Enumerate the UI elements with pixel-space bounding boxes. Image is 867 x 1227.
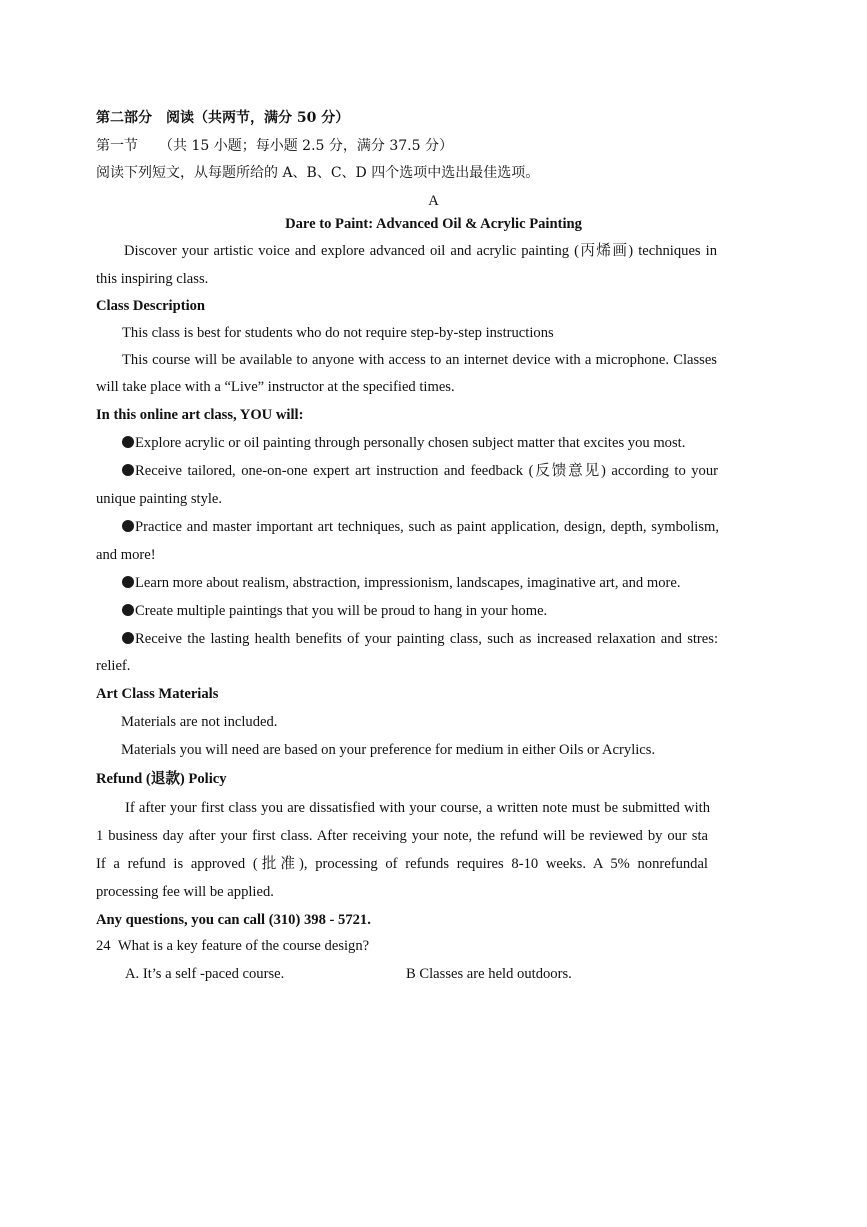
list-item: [122, 462, 718, 480]
class-description-heading: Class Description: [96, 298, 206, 314]
contact-line: Any questions, you can call (310) 398 - 5721.: [96, 912, 371, 928]
intro-line-1: Discover your artistic voice and explore advanced oil and acrylic painting (丙烯画) techniques in: [124, 243, 717, 259]
instruction-text: 阅读下列短文，从每题所给的 A、B、C、D 四个选项中选出最佳选项。: [96, 165, 540, 181]
list-item-continuation: relief.: [96, 658, 131, 674]
option-b: B Classes are held outdoors.: [406, 966, 572, 982]
list-item-text: Practice and master important art techniques, such as paint application, design, depth, symbolism,: [135, 519, 719, 535]
bullet-icon: [122, 632, 134, 644]
bullet-icon: [122, 520, 134, 532]
class-description-line-3: will take place with a “Live” instructor at the specified times.: [96, 379, 455, 395]
class-description-line-2: This course will be available to anyone with access to an internet device with a microphone. Classes: [122, 352, 717, 368]
list-item: [122, 518, 719, 536]
list-item: [122, 434, 685, 452]
refund-line-1: If after your first class you are dissatisfied with your course, a written note must be submitted with: [125, 800, 710, 816]
list-item-continuation: and more!: [96, 547, 156, 563]
list-item-text: Receive the lasting health benefits of your painting class, such as increased relaxation and stres:: [135, 631, 718, 647]
materials-line-2: Materials you will need are based on your preference for medium in either Oils or Acrylics.: [121, 742, 656, 758]
list-item-continuation: unique painting style.: [96, 491, 223, 507]
materials-line-1: Materials are not included.: [121, 714, 278, 730]
bullet-icon: [122, 576, 134, 588]
refund-heading: Refund (退款) Policy: [96, 771, 227, 787]
question-24: [96, 937, 369, 955]
refund-line-2: 1 business day after your first class. After receiving your note, the refund will be reviewed by our sta: [96, 828, 708, 844]
you-will-heading: In this online art class, YOU will:: [96, 407, 304, 423]
question-number: 24: [96, 938, 111, 954]
class-description-line-1: This class is best for students who do not require step-by-step instructions: [122, 325, 554, 341]
materials-heading: Art Class Materials: [96, 686, 219, 702]
refund-line-4: processing fee will be applied.: [96, 884, 274, 900]
question-text: What is a key feature of the course design?: [117, 938, 370, 954]
list-item-text: Create multiple paintings that you will be proud to hang in your home.: [135, 603, 548, 619]
list-item: [122, 602, 547, 620]
list-item-text: Learn more about realism, abstraction, impressionism, landscapes, imaginative art, and more.: [135, 575, 681, 591]
section-heading: 第一节 （共 15 小题；每小题 2.5 分，满分 37.5 分）: [96, 138, 453, 154]
refund-line-3: If a refund is approved (批准), processing of refunds requires 8-10 weeks. A 5% nonrefundal: [96, 856, 708, 872]
bullet-icon: [122, 464, 134, 476]
bullet-icon: [122, 436, 134, 448]
passage-title: Dare to Paint: Advanced Oil & Acrylic Painting: [285, 216, 582, 232]
list-item-text: Explore acrylic or oil painting through personally chosen subject matter that excites you most.: [135, 435, 686, 451]
list-item: [122, 574, 680, 592]
intro-line-2: this inspiring class.: [96, 271, 209, 287]
list-item-text: Receive tailored, one-on-one expert art instruction and feedback (反馈意见) according to your: [135, 463, 718, 479]
passage-letter: A: [428, 193, 439, 209]
part-heading: 第二部分 阅读（共两节，满分 50 分）: [96, 110, 350, 126]
list-item: [122, 630, 718, 648]
bullet-icon: [122, 604, 134, 616]
option-a: A. It’s a self -paced course.: [125, 966, 285, 982]
